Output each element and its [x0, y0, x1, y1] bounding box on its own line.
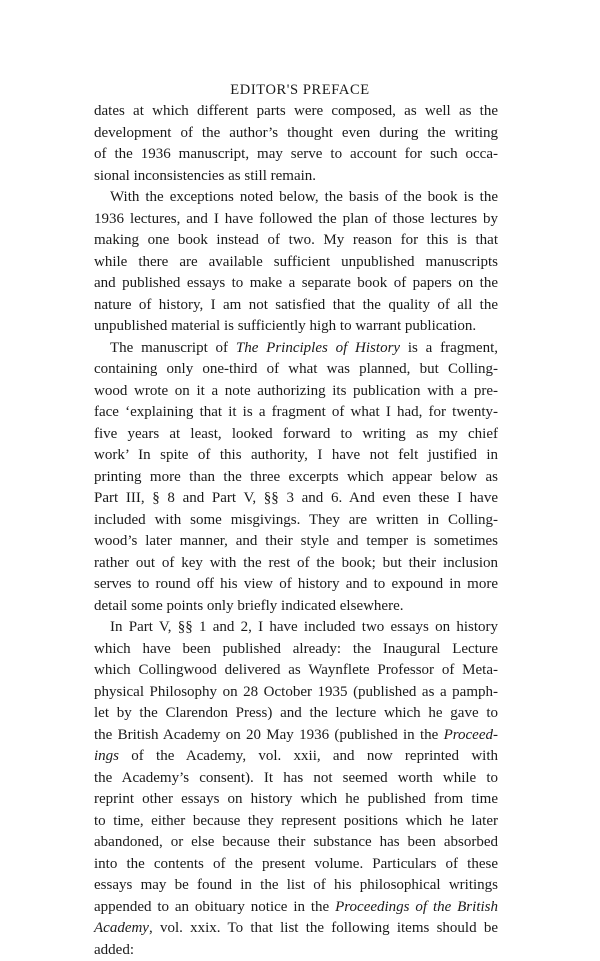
text-line — [94, 144, 498, 166]
text-line — [94, 510, 498, 532]
text-line — [94, 553, 498, 575]
text-line — [94, 789, 498, 811]
running-head: EDITOR'S PREFACE — [0, 82, 600, 99]
text-segment: of the 1936 manuscript, may serve to account for such occa- — [94, 146, 498, 162]
text-segment: abandoned, or else because their substance has been absorbed — [94, 834, 498, 850]
italic-text: Academy — [94, 920, 149, 936]
text-line — [94, 639, 498, 661]
text-line — [94, 768, 498, 790]
text-line — [94, 467, 498, 489]
text-line — [94, 316, 498, 338]
text-line — [94, 166, 498, 188]
italic-text: Proceedings of the British — [335, 899, 498, 915]
text-segment: and published essays to make a separate book of papers on the — [94, 275, 498, 291]
text-segment: the Academy’s consent). It has not seemed worth while to — [94, 770, 498, 786]
text-segment: 1936 lectures, and I have followed the plan of those lectures by — [94, 211, 498, 227]
text-segment: detail some points only briefly indicated elsewhere. — [94, 598, 404, 614]
text-segment: sional inconsistencies as still remain. — [94, 168, 316, 184]
text-segment: dates at which different parts were composed, as well as the — [94, 103, 498, 119]
text-line — [94, 123, 498, 145]
text-line — [94, 854, 498, 876]
text-line — [94, 295, 498, 317]
text-line — [94, 252, 498, 274]
italic-text: The Principles of History — [236, 340, 400, 356]
text-line — [94, 660, 498, 682]
text-line — [94, 445, 498, 467]
text-segment: which Collingwood delivered as Waynflete Professor of Meta- — [94, 662, 498, 678]
text-segment: face ‘explaining that it is a fragment of what I had, for twenty- — [94, 404, 498, 420]
text-segment: appended to an obituary notice in the — [94, 899, 335, 915]
text-line — [94, 488, 498, 510]
text-segment: let by the Clarendon Press) and the lecture which he gave to — [94, 705, 498, 721]
text-line — [94, 381, 498, 403]
text-line — [94, 402, 498, 424]
text-segment: to time, either because they represent positions which he later — [94, 813, 498, 829]
italic-text: ings — [94, 748, 119, 764]
text-segment: containing only one-third of what was planned, but Colling- — [94, 361, 498, 377]
text-line — [94, 209, 498, 231]
text-segment: which have been published already: the Inaugural Lecture — [94, 641, 498, 657]
text-line — [94, 918, 498, 940]
text-line — [94, 230, 498, 252]
text-segment: The manuscript of — [110, 340, 236, 356]
italic-text: Proceed- — [444, 727, 498, 743]
text-line — [94, 746, 498, 768]
text-line — [94, 703, 498, 725]
text-line — [94, 359, 498, 381]
text-line — [94, 574, 498, 596]
text-segment: five years at least, looked forward to writing as my chief — [94, 426, 498, 442]
text-segment: included with some misgivings. They are written in Colling- — [94, 512, 498, 528]
text-line — [94, 725, 498, 747]
text-segment: while there are available sufficient unpublished manuscripts — [94, 254, 498, 270]
text-segment: physical Philosophy on 28 October 1935 (published as a pamph- — [94, 684, 498, 700]
text-line — [94, 424, 498, 446]
body-text — [94, 101, 498, 961]
text-segment: wood’s later manner, and their style and temper is sometimes — [94, 533, 498, 549]
text-line — [94, 187, 498, 209]
text-line — [94, 338, 498, 360]
text-segment: unpublished material is sufficiently high to warrant publication. — [94, 318, 476, 334]
text-line — [94, 531, 498, 553]
text-segment: printing more than the three excerpts which appear below as — [94, 469, 498, 485]
text-segment: serves to round off his view of history and to expound in more — [94, 576, 498, 592]
text-line — [94, 101, 498, 123]
text-segment: is a fragment, — [400, 340, 498, 356]
text-line — [94, 940, 498, 961]
text-line — [94, 617, 498, 639]
text-segment: , vol. xxix. To that list the following items should be — [149, 920, 498, 936]
text-line — [94, 273, 498, 295]
text-segment: reprint other essays on history which he published from time — [94, 791, 498, 807]
text-line — [94, 682, 498, 704]
text-line — [94, 897, 498, 919]
text-segment: added: — [94, 942, 134, 958]
text-segment: Part III, § 8 and Part V, §§ 3 and 6. And even these I have — [94, 490, 498, 506]
text-segment: rather out of key with the rest of the book; but their inclusion — [94, 555, 498, 571]
text-segment: of the Academy, vol. xxii, and now reprinted with — [119, 748, 498, 764]
text-segment: wood wrote on it a note authorizing its publication with a pre- — [94, 383, 498, 399]
text-segment: development of the author’s thought even during the writing — [94, 125, 498, 141]
text-line — [94, 811, 498, 833]
text-segment: With the exceptions noted below, the basis of the book is the — [110, 189, 498, 205]
text-line — [94, 875, 498, 897]
text-line — [94, 832, 498, 854]
text-segment: work’ In spite of this authority, I have not felt justified in — [94, 447, 498, 463]
text-segment: In Part V, §§ 1 and 2, I have included two essays on history — [110, 619, 498, 635]
text-segment: the British Academy on 20 May 1936 (published in the — [94, 727, 444, 743]
text-segment: essays may be found in the list of his philosophical writings — [94, 877, 498, 893]
text-line — [94, 596, 498, 618]
text-segment: into the contents of the present volume. Particulars of these — [94, 856, 498, 872]
text-segment: making one book instead of two. My reason for this is that — [94, 232, 498, 248]
text-segment: nature of history, I am not satisfied that the quality of all the — [94, 297, 498, 313]
